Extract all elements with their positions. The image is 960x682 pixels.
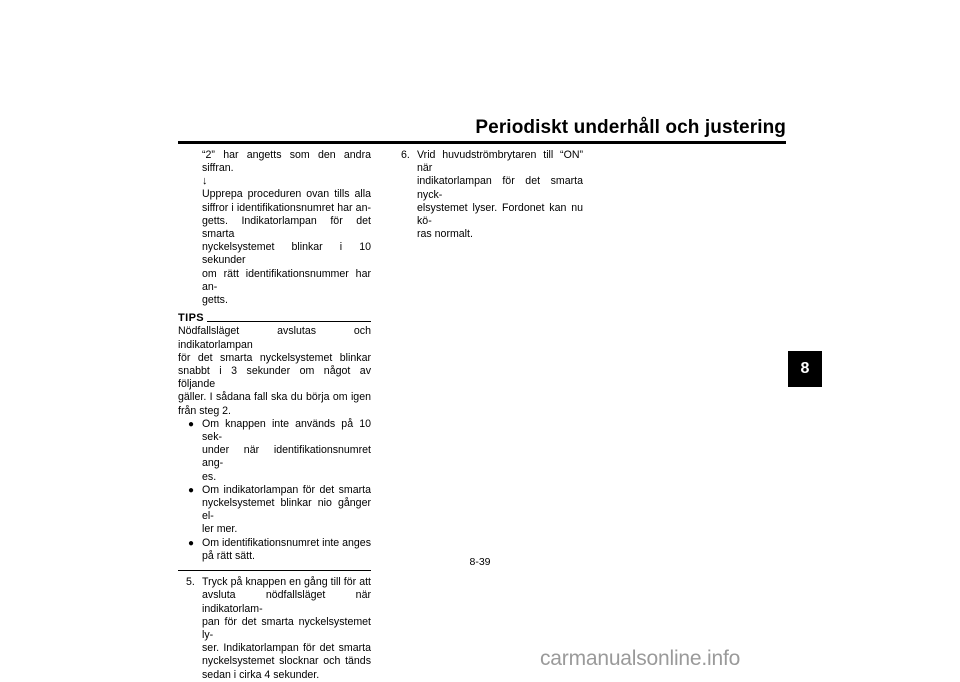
- text-line: es.: [202, 470, 217, 483]
- text-line: gäller. I sådana fall ska du börja om igen: [178, 391, 371, 404]
- text-line: nyckelsystemet blinkar i 10 sekunder: [202, 241, 371, 267]
- text-line: om rätt identifikationsnummer har an-: [202, 267, 371, 293]
- page-title: Periodiskt underhåll och justering: [475, 117, 786, 138]
- text-line: pan för det smarta nyckelsystemet ly-: [202, 615, 371, 641]
- text-line: getts.: [202, 294, 228, 307]
- tips-heading: [178, 312, 371, 325]
- text-line: snabbt i 3 sekunder om något av följande: [178, 365, 371, 391]
- text-line: Om indikatorlampan för det smarta: [202, 483, 371, 496]
- text-line: Vrid huvudströmbrytaren till “ON” när: [417, 149, 583, 175]
- text-line: ser. Indikatorlampan för det smarta: [202, 642, 371, 655]
- step-number: 5.: [186, 576, 195, 589]
- text-line: ler mer.: [202, 523, 238, 536]
- page-number: 8-39: [469, 556, 491, 568]
- text-line: avsluta nödfallsläget när indikatorlam-: [202, 589, 371, 615]
- text-line: ras normalt.: [417, 228, 473, 241]
- left-column: [178, 149, 371, 682]
- text-line: Nödfallsläget avslutas och indikatorlampan: [178, 325, 371, 351]
- tips-bullet: [178, 484, 371, 537]
- tips-bullet: [178, 537, 371, 563]
- bullet-icon: ●: [188, 537, 195, 549]
- step-5: [178, 576, 371, 682]
- tips-body: [178, 325, 371, 417]
- text-line: Om knappen inte används på 10 sek-: [202, 417, 371, 444]
- text-line: Tryck på knappen en gång till för att: [202, 576, 371, 589]
- header-rule: [178, 141, 786, 144]
- right-column: [393, 149, 583, 241]
- procedure-paragraph: [178, 188, 371, 307]
- text-line: siffror i identifikationsnumret har an-: [202, 201, 371, 214]
- text-line: sedan i cirka 4 sekunder.: [202, 668, 320, 681]
- tips-label: TIPS: [178, 312, 205, 325]
- tips-bullet: [178, 418, 371, 484]
- bullet-icon: ●: [188, 418, 195, 430]
- text-line: för det smarta nyckelsystemet blinkar: [178, 351, 371, 364]
- tips-end-rule: [178, 570, 371, 571]
- text-line: från steg 2.: [178, 404, 231, 417]
- text-line: nyckelsystemet blinkar nio gånger el-: [202, 497, 371, 523]
- down-arrow-icon: ↓: [202, 175, 208, 188]
- text-line: “2” har angetts som den andra siffran.: [202, 149, 371, 175]
- intro-text: [178, 149, 371, 175]
- text-line: på rätt sätt.: [202, 549, 255, 562]
- text-line: indikatorlampan för det smarta nyck-: [417, 175, 583, 201]
- text-line: getts. Indikatorlampan för det smarta: [202, 214, 371, 241]
- step-number: 6.: [401, 149, 410, 161]
- bullet-icon: ●: [188, 484, 195, 496]
- text-line: Om identifikationsnumret inte anges: [202, 536, 371, 549]
- text-line: elsystemet lyser. Fordonet kan nu kö-: [417, 201, 583, 228]
- chapter-tab: 8: [788, 351, 822, 387]
- text-line: under när identifikationsnumret ang-: [202, 444, 371, 470]
- tips-rule: [207, 321, 371, 322]
- text-line: Upprepa proceduren ovan tills alla: [202, 188, 371, 201]
- step-6: [393, 149, 583, 241]
- watermark: carmanualsonline.info: [540, 647, 741, 670]
- text-line: nyckelsystemet slocknar och tänds: [202, 655, 371, 668]
